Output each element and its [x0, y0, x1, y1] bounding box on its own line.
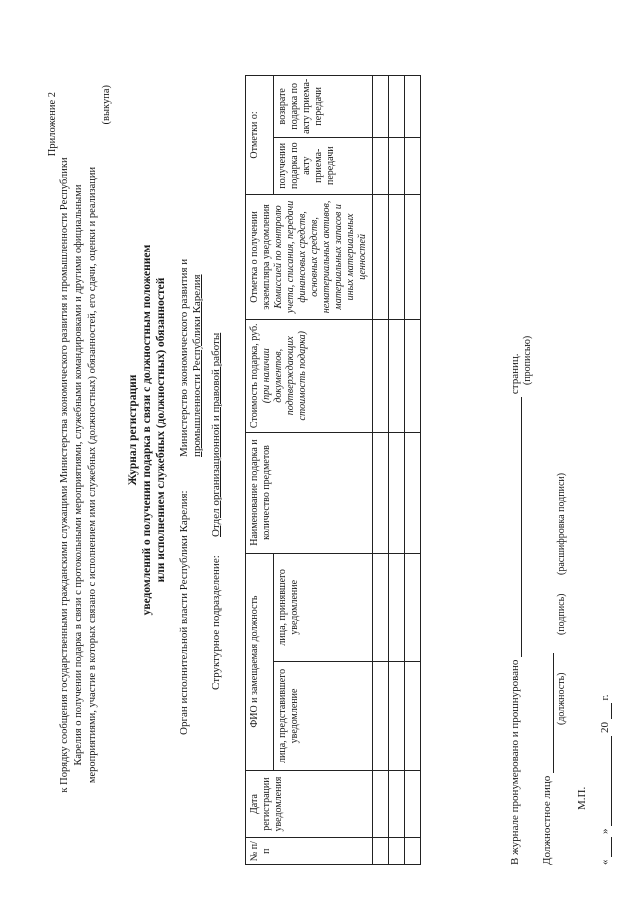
in-words-caption: (прописью)	[522, 335, 533, 385]
table-cell	[405, 194, 421, 319]
table-cell	[389, 194, 405, 319]
pages-blank	[510, 397, 522, 657]
table-cell	[389, 319, 405, 432]
org-value-line-2: промышленности Республики Карелия	[191, 274, 203, 457]
mp-label: М.П.	[576, 786, 588, 810]
table-cell	[405, 76, 421, 138]
table-cell	[389, 137, 405, 194]
date-open: «	[599, 859, 611, 865]
table-cell	[389, 662, 405, 771]
header-line: мероприятиями, участие в которых связано с исполнением ими служебных (должностных) обязанностей, его сдачи, оценки и реализации	[87, 166, 98, 784]
header-line: (выкупа)	[101, 85, 112, 125]
table-cell	[373, 838, 389, 865]
title-line-3: или исполнением служебных (должностных) обязанностей	[155, 277, 167, 583]
col-submitter-header: лица, представившего уведомление	[274, 662, 373, 771]
table-row	[389, 76, 405, 865]
cost-title: Стоимость подарка, руб.	[249, 323, 260, 429]
table-cell	[373, 137, 389, 194]
official-blank	[542, 653, 554, 773]
header-line: к Порядку сообщения государственными гражданскими служащими Министерства экономического развития и промышленности Республики	[59, 157, 70, 793]
appendix-label: Приложение 2	[47, 92, 58, 157]
date-line	[598, 694, 612, 865]
title-line-1: Журнал регистрации	[127, 374, 139, 486]
table-cell	[373, 770, 389, 838]
table-cell	[405, 662, 421, 771]
table-cell	[389, 838, 405, 865]
table-cell	[373, 432, 389, 553]
header-text	[58, 85, 114, 865]
table-cell	[405, 770, 421, 838]
year-suffix: г.	[599, 694, 611, 701]
table-cell	[405, 137, 421, 194]
table-cell	[389, 553, 405, 662]
col-return-header: возврате подарка по акту приема-передачи	[274, 76, 373, 138]
table-cell	[405, 553, 421, 662]
journal-title	[126, 105, 168, 755]
receipt-note: Комиссией по контролю учета, списания, передачи финансовых средств, основных средств, нематериальных активов, материальных запасов и иных материальных ценностей	[273, 200, 368, 314]
table-row	[405, 76, 421, 865]
col-name-header: Наименование подарка и количество предметов	[246, 432, 373, 553]
col-date-header: Дата регистрации уведомления	[246, 770, 373, 838]
year-prefix: 20	[599, 722, 611, 733]
pages-label: страниц.	[509, 353, 521, 395]
table-cell	[373, 662, 389, 771]
pages-text: В журнале пронумеровано и прошнуровано	[509, 659, 521, 865]
journal-table	[245, 75, 421, 865]
col-fio-group-header: ФИО и замещаемая должность	[246, 553, 274, 770]
year-blank	[600, 703, 612, 719]
col-receipt-header	[246, 194, 373, 319]
col-marks-group-header: Отметки о:	[246, 76, 274, 195]
col-receiver-header: лица, принявшего уведомление	[274, 553, 373, 662]
table-cell	[405, 432, 421, 553]
unit-value: Отдел организационной и правовой работы	[210, 332, 222, 537]
table-cell	[373, 76, 389, 138]
col-get-header: получении подарка по акту приема-передачи	[274, 137, 373, 194]
table-cell	[405, 319, 421, 432]
official-label: Должностное лицо	[541, 775, 553, 865]
table-cell	[373, 319, 389, 432]
title-line-2: уведомлений о получении подарка в связи с должностным положением	[141, 244, 153, 616]
col-cost-header	[246, 319, 373, 432]
table-cell	[389, 76, 405, 138]
col-num-header: № п/п	[246, 838, 373, 865]
table-cell	[389, 432, 405, 553]
cost-note: (при наличии документов, подтверждающих стоимость подарка)	[261, 331, 308, 421]
day-blank	[600, 837, 612, 857]
table-cell	[389, 770, 405, 838]
table-cell	[405, 838, 421, 865]
header-line: Карелия о получении подарка в связи с протокольными мероприятиями, служебными командировками и другими официальными	[73, 184, 84, 766]
org-value	[178, 259, 204, 457]
table-cell	[373, 194, 389, 319]
table-cell	[373, 553, 389, 662]
month-blank	[600, 736, 612, 826]
signature-caption: (подпись)	[556, 593, 567, 635]
table-row	[373, 76, 389, 865]
journal-pages-line	[508, 353, 522, 865]
official-line	[540, 653, 554, 865]
unit-label: Структурное подразделение:	[210, 555, 222, 690]
receipt-title: Отметка о получении экземпляра уведомления	[249, 204, 272, 310]
date-close: »	[599, 828, 611, 834]
org-value-line-1: Министерство экономического развития и	[178, 258, 190, 457]
position-caption: (должность)	[556, 672, 567, 725]
decode-caption: (расшифровка подписи)	[556, 472, 567, 575]
org-label: Орган исполнительной власти Республики Карелия:	[178, 490, 190, 735]
